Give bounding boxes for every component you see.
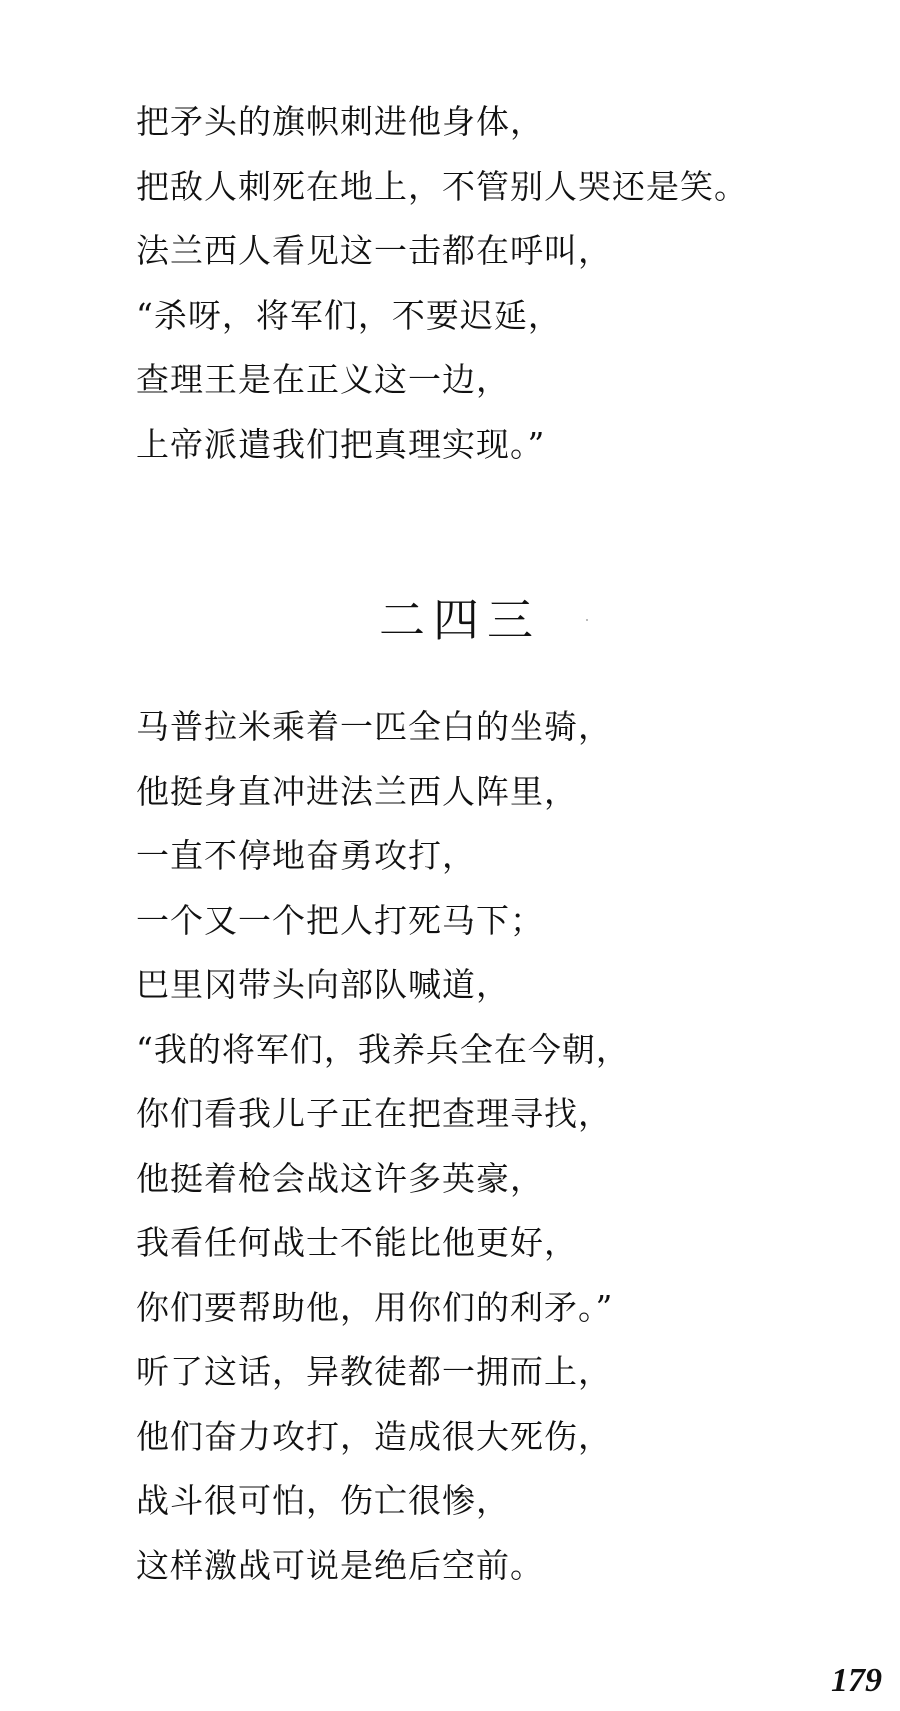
verse-line: 他挺身直冲进法兰西人阵里，: [136, 771, 578, 811]
verse-line: 把敌人刺死在地上，不管别人哭还是笑。: [136, 166, 748, 206]
verse-line: 查理王是在正义这一边，: [136, 360, 510, 399]
verse-line: 把矛头的旗帜刺进他身体，: [136, 102, 544, 141]
verse-line: 我看任何战士不能比他更好，: [136, 1223, 578, 1262]
verse-line: 他挺着枪会战这许多英豪，: [136, 1158, 544, 1198]
section-number: 二四三: [379, 593, 541, 647]
verse-line: 一直不停地奋勇攻打，: [136, 836, 476, 875]
verse-line: 一个又一个把人打死马下；: [136, 900, 544, 940]
print-speck: [586, 619, 588, 621]
verse-line: 上帝派遣我们把真理实现。”: [136, 424, 546, 464]
verse-line: 马普拉米乘着一匹全白的坐骑，: [136, 707, 612, 746]
page-number: 179: [831, 1662, 882, 1699]
verse-line: 你们看我儿子正在把查理寻找，: [136, 1094, 612, 1133]
verse-line: 战斗很可怕，伤亡很惨，: [136, 1481, 510, 1520]
verse-line: “杀呀，将军们，不要迟延，: [136, 295, 562, 335]
verse-line: 巴里冈带头向部队喊道，: [136, 965, 510, 1004]
verse-line: 听了这话，异教徒都一拥而上，: [136, 1352, 612, 1391]
stanza-top: [136, 102, 748, 492]
verse-line: 法兰西人看见这一击都在呼叫，: [136, 231, 612, 270]
verse-line: 他们奋力攻打，造成很大死伤，: [136, 1416, 612, 1456]
verse-line: 这样激战可说是绝后空前。: [136, 1545, 544, 1585]
stanza-bottom: [136, 707, 630, 1613]
verse-line: “我的将军们，我养兵全在今朝，: [136, 1029, 630, 1069]
verse-line: 你们要帮助他，用你们的利矛。”: [136, 1287, 614, 1327]
